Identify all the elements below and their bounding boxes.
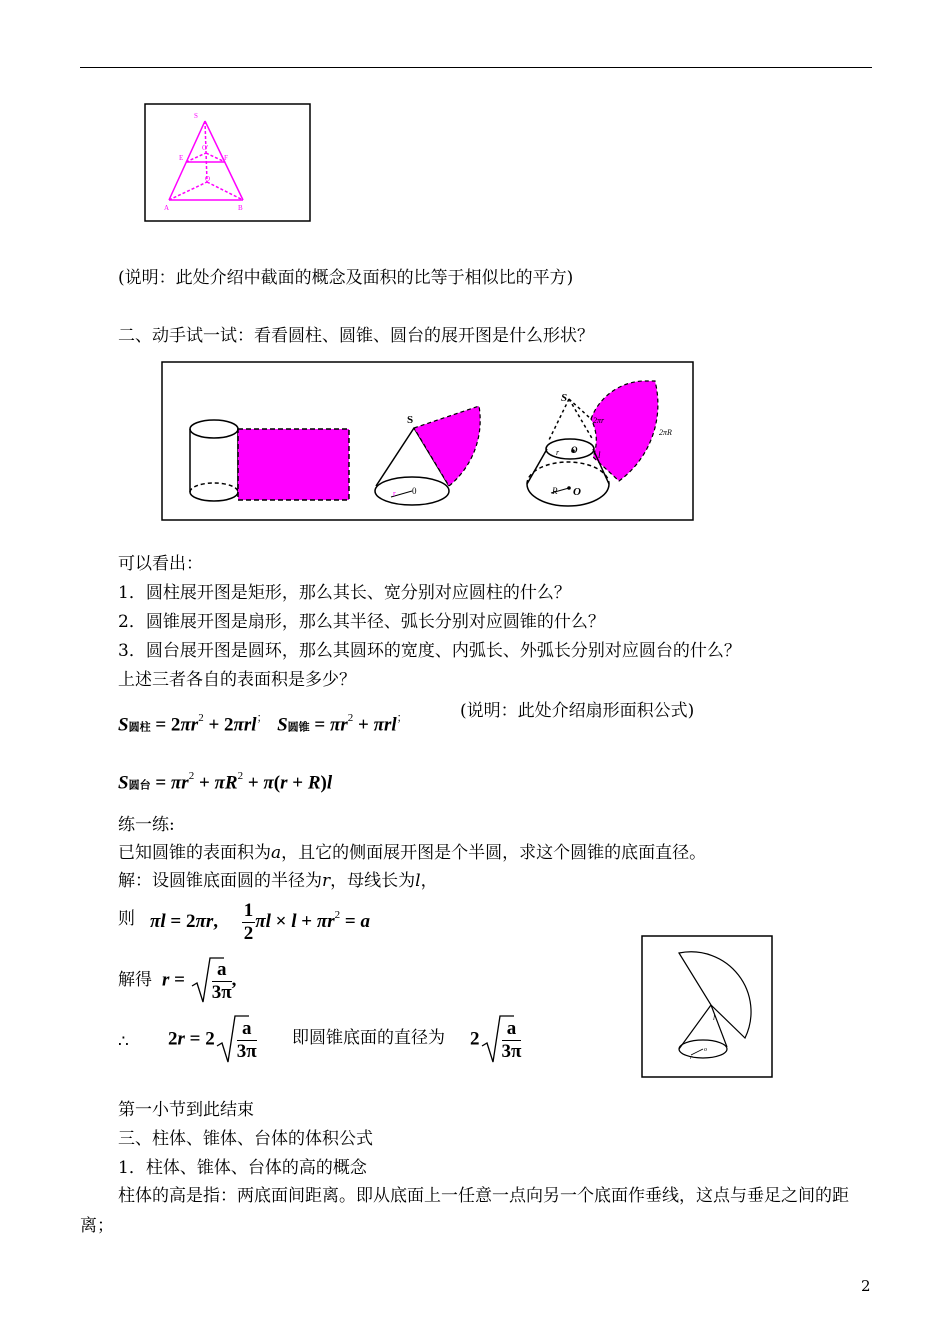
label-B: B	[238, 204, 243, 212]
fig3-label-l: l	[713, 1014, 715, 1022]
page-number: 2	[861, 1277, 871, 1295]
fig3-label-o: o	[704, 1047, 707, 1053]
label-S: S	[194, 112, 198, 120]
note-section: (说明：此处介绍中截面的概念及面积的比等于相似比的平方)	[118, 268, 574, 288]
problem-text-a: 已知圆锥的表面积为	[118, 843, 271, 863]
frustum-label-l: l	[598, 450, 601, 460]
heading-2: 二、动手试一试：看看圆柱、圆锥、圆台的展开图是什么形状？	[118, 326, 594, 346]
question-4: 上述三者各自的表面积是多少？	[118, 670, 356, 690]
practice-heading: 练一练:	[118, 815, 175, 835]
cone-base-o: 0	[412, 486, 417, 496]
equation-then: πl = 2πr, $\frac{1}{2}$ $\pi l \times l + \pi r^2 = a$	[150, 900, 370, 944]
sub-cylinder: 圆柱	[128, 720, 151, 734]
frustum-label-O1: O	[571, 445, 578, 455]
question-3: 3．圆台展开图是圆环，那么其圆环的宽度、内弧长、外弧长分别对应圆台的什么？	[118, 641, 741, 661]
cone-base-r: r	[393, 489, 396, 498]
solution-text-c: ，	[420, 871, 438, 891]
heading-3: 三、柱体、锥体、台体的体积公式	[118, 1129, 373, 1149]
label-O: O	[205, 175, 211, 183]
observe-line: 可以看出：	[118, 554, 203, 574]
solution-text-a: 解：设圆锥底面圆的半径为	[118, 871, 322, 891]
header-rule	[80, 67, 872, 68]
question-1: 1．圆柱展开图是矩形，那么其长、宽分别对应圆柱的什么？	[118, 583, 571, 603]
section-end: 第一小节到此结束	[118, 1100, 254, 1120]
formula-frustum: S圆台 = $\pi r^2 + \pi R^2 + \pi(r + R)l$	[118, 770, 333, 794]
solution-var-l: l	[415, 871, 421, 891]
solution-line	[118, 870, 438, 892]
cone-arc-label: 2 π r	[479, 448, 498, 459]
sub-cone: 圆锥	[287, 720, 310, 734]
sub-frustum: 圆台	[128, 778, 151, 792]
solution-text-b: ，母线长为	[330, 871, 416, 891]
label-O1: O'	[202, 144, 209, 152]
nets-figure	[161, 361, 694, 521]
equation-2r: 2r = 2 $\frac{a}{3\pi}$	[168, 1014, 257, 1066]
cone-semicircle-figure	[641, 935, 773, 1078]
solve-word: 解得	[118, 970, 152, 990]
frustum-label-2pir: 2πr	[593, 416, 605, 425]
cone-label-S: S	[407, 414, 414, 426]
cylinder-net-rect	[238, 429, 349, 500]
diameter-text: 即圆锥底面的直径为	[292, 1028, 445, 1048]
frustum-label-2piR: 2πR	[659, 428, 672, 437]
formula-cylinder-cone: S圆柱 = $2\pi r^2 + 2\pi rl^;$ S圆锥 = $\pi r^2 + \pi rl^;$	[118, 712, 408, 736]
question-2: 2．圆锥展开图是扇形，那么其半径、弧长分别对应圆锥的什么？	[118, 612, 605, 632]
frustum-label-r: r	[556, 448, 560, 457]
fig3-label-r: r	[690, 1055, 693, 1061]
label-F: F	[224, 154, 228, 162]
problem-var-a: a	[271, 843, 282, 863]
equation-diameter: 2 $\frac{a}{3\pi}$	[470, 1014, 521, 1066]
heading-3-1: 1．柱体、锥体、台体的高的概念	[118, 1158, 367, 1178]
problem-line	[118, 842, 706, 864]
paragraph-height: 柱体的高是指：两底面间距离。即从底面上一任意一点向另一个底面作垂线，这点与垂足之间的距离；	[80, 1186, 849, 1236]
therefore-symbol: ∴	[118, 1032, 129, 1052]
frustum-label-R: R	[552, 486, 558, 496]
then-word: 则	[118, 909, 135, 929]
label-A: A	[164, 204, 170, 212]
label-E: E	[179, 154, 184, 162]
problem-text-b: ，且它的侧面展开图是个半圆，求这个圆锥的底面直径。	[281, 843, 707, 863]
solution-var-r: r	[322, 871, 331, 891]
frustum-cross-section-figure	[144, 103, 311, 222]
frustum-label-S: S	[561, 392, 568, 404]
equation-r: r = $\frac{a}{3\pi}$ ,	[162, 956, 236, 1006]
note-sector: (说明：此处介绍扇形面积公式)	[460, 701, 695, 721]
frustum-label-O: O	[573, 486, 581, 498]
